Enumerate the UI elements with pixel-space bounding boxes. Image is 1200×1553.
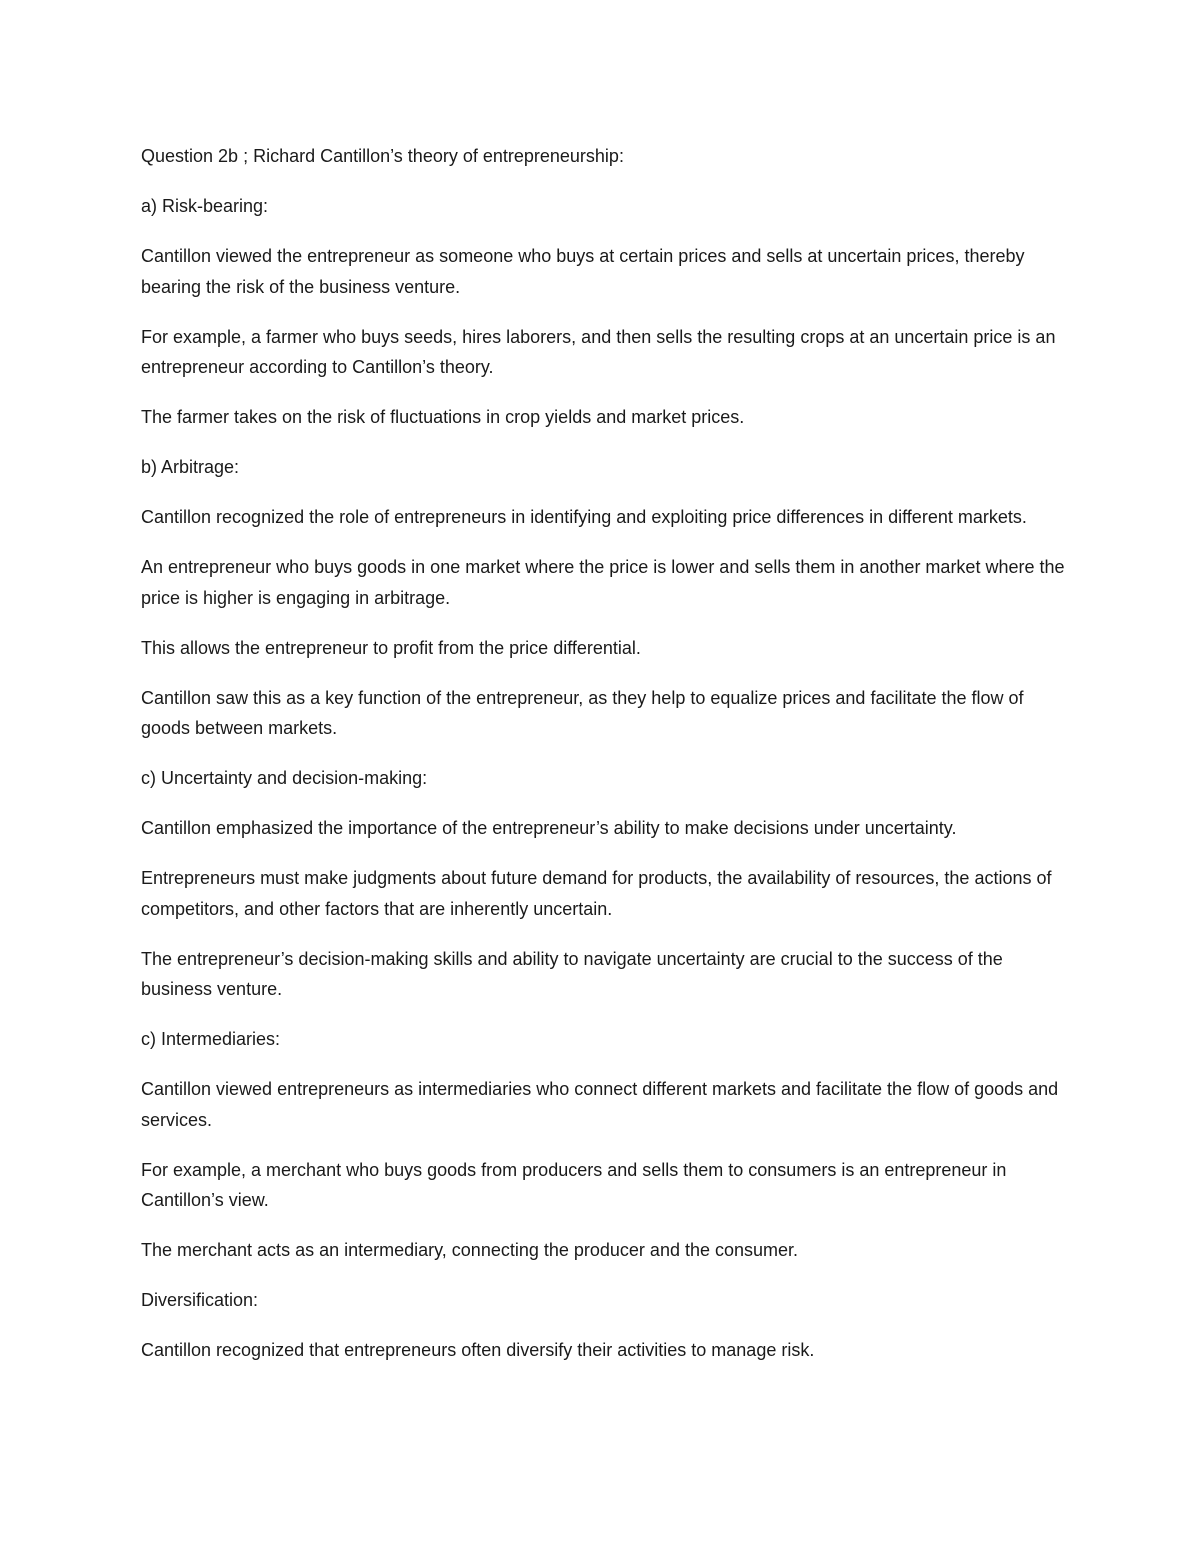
paragraph: This allows the entrepreneur to profit from the price differential. bbox=[141, 637, 641, 658]
paragraph: Cantillon recognized the role of entrepreneurs in identifying and exploiting price differences in different markets. bbox=[141, 507, 1027, 527]
question-heading: Question 2b ; Richard Cantillon’s theory of entrepreneurship: bbox=[141, 146, 624, 166]
document-body bbox=[141, 141, 1066, 1385]
paragraph: An entrepreneur who buys goods in one market where the price is lower and sells them in another market where the price is higher is engaging in arbitrage. bbox=[141, 557, 1065, 608]
section-heading-intermediaries: c) Intermediaries: bbox=[141, 1029, 281, 1049]
paragraph: For example, a farmer who buys seeds, hires laborers, and then sells the resulting crops at an uncertain price is an entrepreneur according to Cantillon’s theory. bbox=[141, 326, 1056, 377]
paragraph: Entrepreneurs must make judgments about future demand for products, the availability of resources, the actions of competitors, and other factors that are inherently uncertain. bbox=[141, 868, 1052, 919]
paragraph: The merchant acts as an intermediary, connecting the producer and the consumer. bbox=[141, 1240, 799, 1260]
paragraph: Cantillon viewed the entrepreneur as someone who buys at certain prices and sells at uncertain prices, thereby bearing the risk of the business venture. bbox=[141, 246, 1025, 297]
section-heading-risk-bearing: a) Risk-bearing: bbox=[141, 196, 269, 216]
section-heading-arbitrage: b) Arbitrage: bbox=[141, 457, 240, 477]
paragraph: Cantillon viewed entrepreneurs as intermediaries who connect different markets and facilitate the flow of goods and services. bbox=[141, 1079, 1059, 1130]
paragraph: For example, a merchant who buys goods from producers and sells them to consumers is an entrepreneur in Cantillon’s view. bbox=[141, 1159, 1007, 1210]
paragraph: The farmer takes on the risk of fluctuations in crop yields and market prices. bbox=[141, 407, 745, 427]
paragraph: The entrepreneur’s decision-making skills and ability to navigate uncertainty are crucial to the success of the business venture. bbox=[141, 948, 1003, 999]
paragraph: Cantillon saw this as a key function of the entrepreneur, as they help to equalize prices and facilitate the flow of goods between markets. bbox=[141, 687, 1024, 738]
paragraph: Cantillon emphasized the importance of the entrepreneur’s ability to make decisions under uncertainty. bbox=[141, 818, 957, 838]
paragraph: Cantillon recognized that entrepreneurs often diversify their activities to manage risk. bbox=[141, 1340, 815, 1360]
section-heading-diversification: Diversification: bbox=[141, 1290, 259, 1310]
section-heading-uncertainty: c) Uncertainty and decision-making: bbox=[141, 768, 428, 788]
